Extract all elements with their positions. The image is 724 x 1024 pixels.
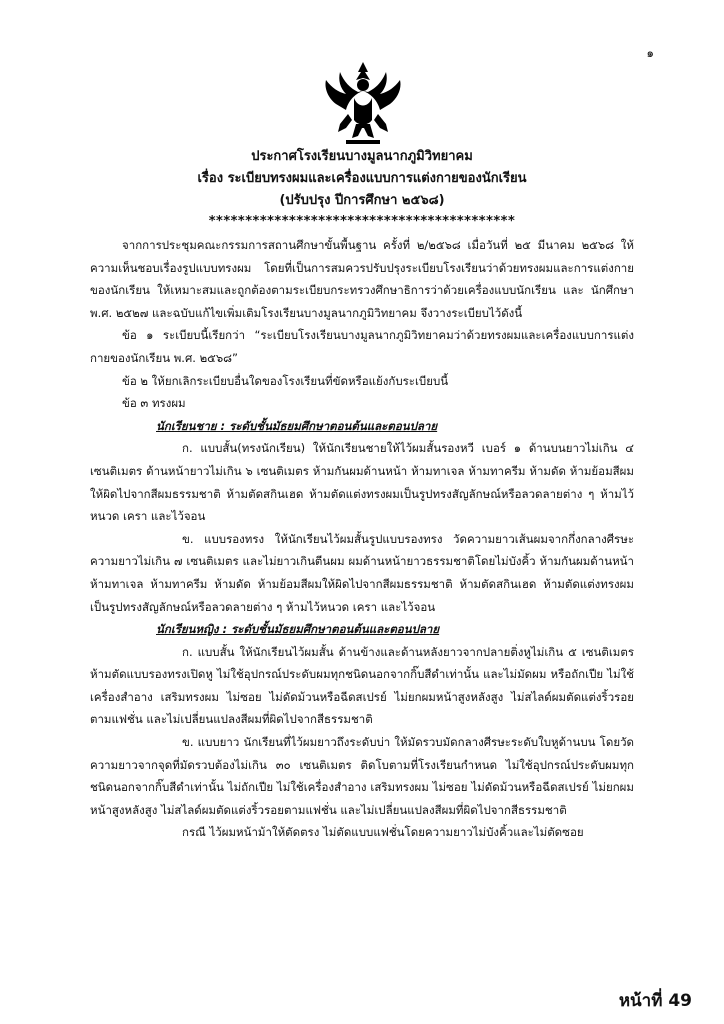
section-heading-male: นักเรียนชาย : ระดับชั้นมัธยมศึกษาตอนต้นและตอนปลาย <box>156 418 438 433</box>
paragraph: จากการประชุมคณะกรรมการสถานศึกษาขั้นพื้นฐาน ครั้งที่ ๒/๒๕๖๘ เมื่อวันที่ ๒๕ มีนาคม ๒๕๖๘ ให้ความเห็นชอบเรื่องรูปแบบทรงผม โดยที่เป็นการสมควรปรับปรุงระเบียบโรงเรียนว่าด้วยทรงผมและการแต่งกายของนักเรียน ให้เหมาะสมและถูกต้องตามระเบียบกระทรวงศึกษาธิการว่าด้วยเครื่องแบบนักเรียน และ นักศึกษา พ.ศ. ๒๕๒๗ และฉบับแก้ไขเพิ่มเติมโรงเรียนบางมูลนากภูมิวิทยาคม จึงวางระเบียบไว้ดังนี้ <box>90 238 634 320</box>
paragraph: ข้อ ๑ ระเบียบนี้เรียกว่า “ระเบียบโรงเรียนบางมูลนากภูมิวิทยาคมว่าด้วยทรงผมและเครื่องแบบการแต่งกายของนักเรียน พ.ศ. ๒๕๖๘” <box>90 328 634 365</box>
garuda-emblem-icon <box>318 58 408 148</box>
separator-stars: ****************************************** <box>208 214 516 229</box>
body-text <box>90 234 634 844</box>
paragraph: ข. แบบรองทรง ให้นักเรียนไว้ผมสั้นรูปแบบรองทรง วัดความยาวเส้นผมจากกึ่งกลางศีรษะความยาวไม่เกิน ๗ เซนติเมตร และไม่ยาวเกินตีนผม ผมด้านหน้ายาวธรรมชาติโดยไม่บังคิ้ว ห้ามกันผมด้านหน้า ห้ามทาเจล ห้ามทาครีม ห้ามดัด ห้ามย้อมสีผมให้ผิดไปจากสีผมธรรมชาติ ห้ามตัดสกินเฮด ห้ามตัดแต่งทรงผมเป็นรูปทรงสัญลักษณ์หรือลวดลายต่าง ๆ ห้ามไว้หนวด เครา และไว้จอน <box>90 531 634 614</box>
paragraph: ก. แบบสั้น(ทรงนักเรียน) ให้นักเรียนชายให้ไว้ผมสั้นรองหวี เบอร์ ๑ ด้านบนยาวไม่เกิน ๔ เซนติเมตร ด้านหน้ายาวไม่เกิน ๖ เซนติเมตร ห้ามกันผมด้านหน้า ห้ามทาเจล ห้ามทาครีม ห้ามดัด ห้ามย้อมสีผมให้ผิดไปจากสีผมธรรมชาติ ห้ามตัดสกินเฮด ห้ามตัดแต่งทรงผมเป็นรูปทรงสัญลักษณ์หรือลวดลายต่าง ๆ ห้ามไว้หนวด เครา และไว้จอน <box>90 441 634 524</box>
paragraph: กรณี ไว้ผมหน้าม้าให้ตัดตรง ไม่ตัดแบบแฟชั่นโดยความยาวไม่บังคิ้วและไม่ตัดซอย <box>182 825 584 840</box>
paragraph: ข้อ ๒ ให้ยกเลิกระเบียบอื่นใดของโรงเรียนที่ขัดหรือแย้งกับระเบียบนี้ <box>122 373 449 388</box>
title-line-3: (ปรับปรุง ปีการศึกษา ๒๕๖๘) <box>279 193 445 208</box>
section-heading-female: นักเรียนหญิง : ระดับชั้นมัธยมศึกษาตอนต้นและตอนปลาย <box>156 622 440 637</box>
paragraph: ข้อ ๓ ทรงผม <box>122 396 186 411</box>
title-line-2: เรื่อง ระเบียบทรงผมและเครื่องแบบการแต่งกายของนักเรียน <box>197 171 527 186</box>
paragraph: ข. แบบยาว นักเรียนที่ไว้ผมยาวถึงระดับบ่า ให้มัดรวบมัดกลางศีรษะระดับใบหูด้านบน โดยวัดความยาวจากจุดที่มัดรวบต้องไม่เกิน ๓๐ เซนติเมตร ติดโบตามที่โรงเรียนกำหนด ไม่ใช้อุปกรณ์ประดับผมทุกชนิดนอกจากกิ๊บสีดำเท่านั้น ไม่ถักเปีย ไม่ใช้เครื่องสำอาง เสริมทรงผม ไม่ซอย ไม่ดัดม้วนหรือฉีดสเปรย์ ไม่ยกผมหน้าสูงหลังสูง ไม่สไลด์ผมตัดแต่งริ้วรอยตามแฟชั่น และไม่เปลี่ยนแปลงสีผมที่ผิดไปจากสีธรรมชาติ <box>90 735 634 817</box>
title-line-1: ประกาศโรงเรียนบางมูลนากภูมิวิทยาคม <box>251 149 473 164</box>
paragraph: ก. แบบสั้น ให้นักเรียนไว้ผมสั้น ด้านข้างและด้านหลังยาวจากปลายติ่งหูไม่เกิน ๕ เซนติเมตร ห้ามตัดแบบรองทรงเปิดหู ไม่ใช้อุปกรณ์ประดับผมทุกชนิดนอกจากกิ๊บสีดำเท่านั้น และไม่มัดผม หรือถักเปีย ไม่ใช้เครื่องสำอาง เสริมทรงผม ไม่ซอย ไม่ดัดม้วนหรือฉีดสเปรย์ ไม่ยกผมหน้าสูงหลังสูง ไม่สไลด์ผมตัดแต่งริ้วรอยตามแฟชั่น และไม่เปลี่ยนแปลงสีผมที่ผิดไปจากสีธรรมชาติ <box>90 644 634 727</box>
page-number-top: ๑ <box>646 46 654 60</box>
page-footer: หน้าที่ 49 <box>618 991 692 1011</box>
